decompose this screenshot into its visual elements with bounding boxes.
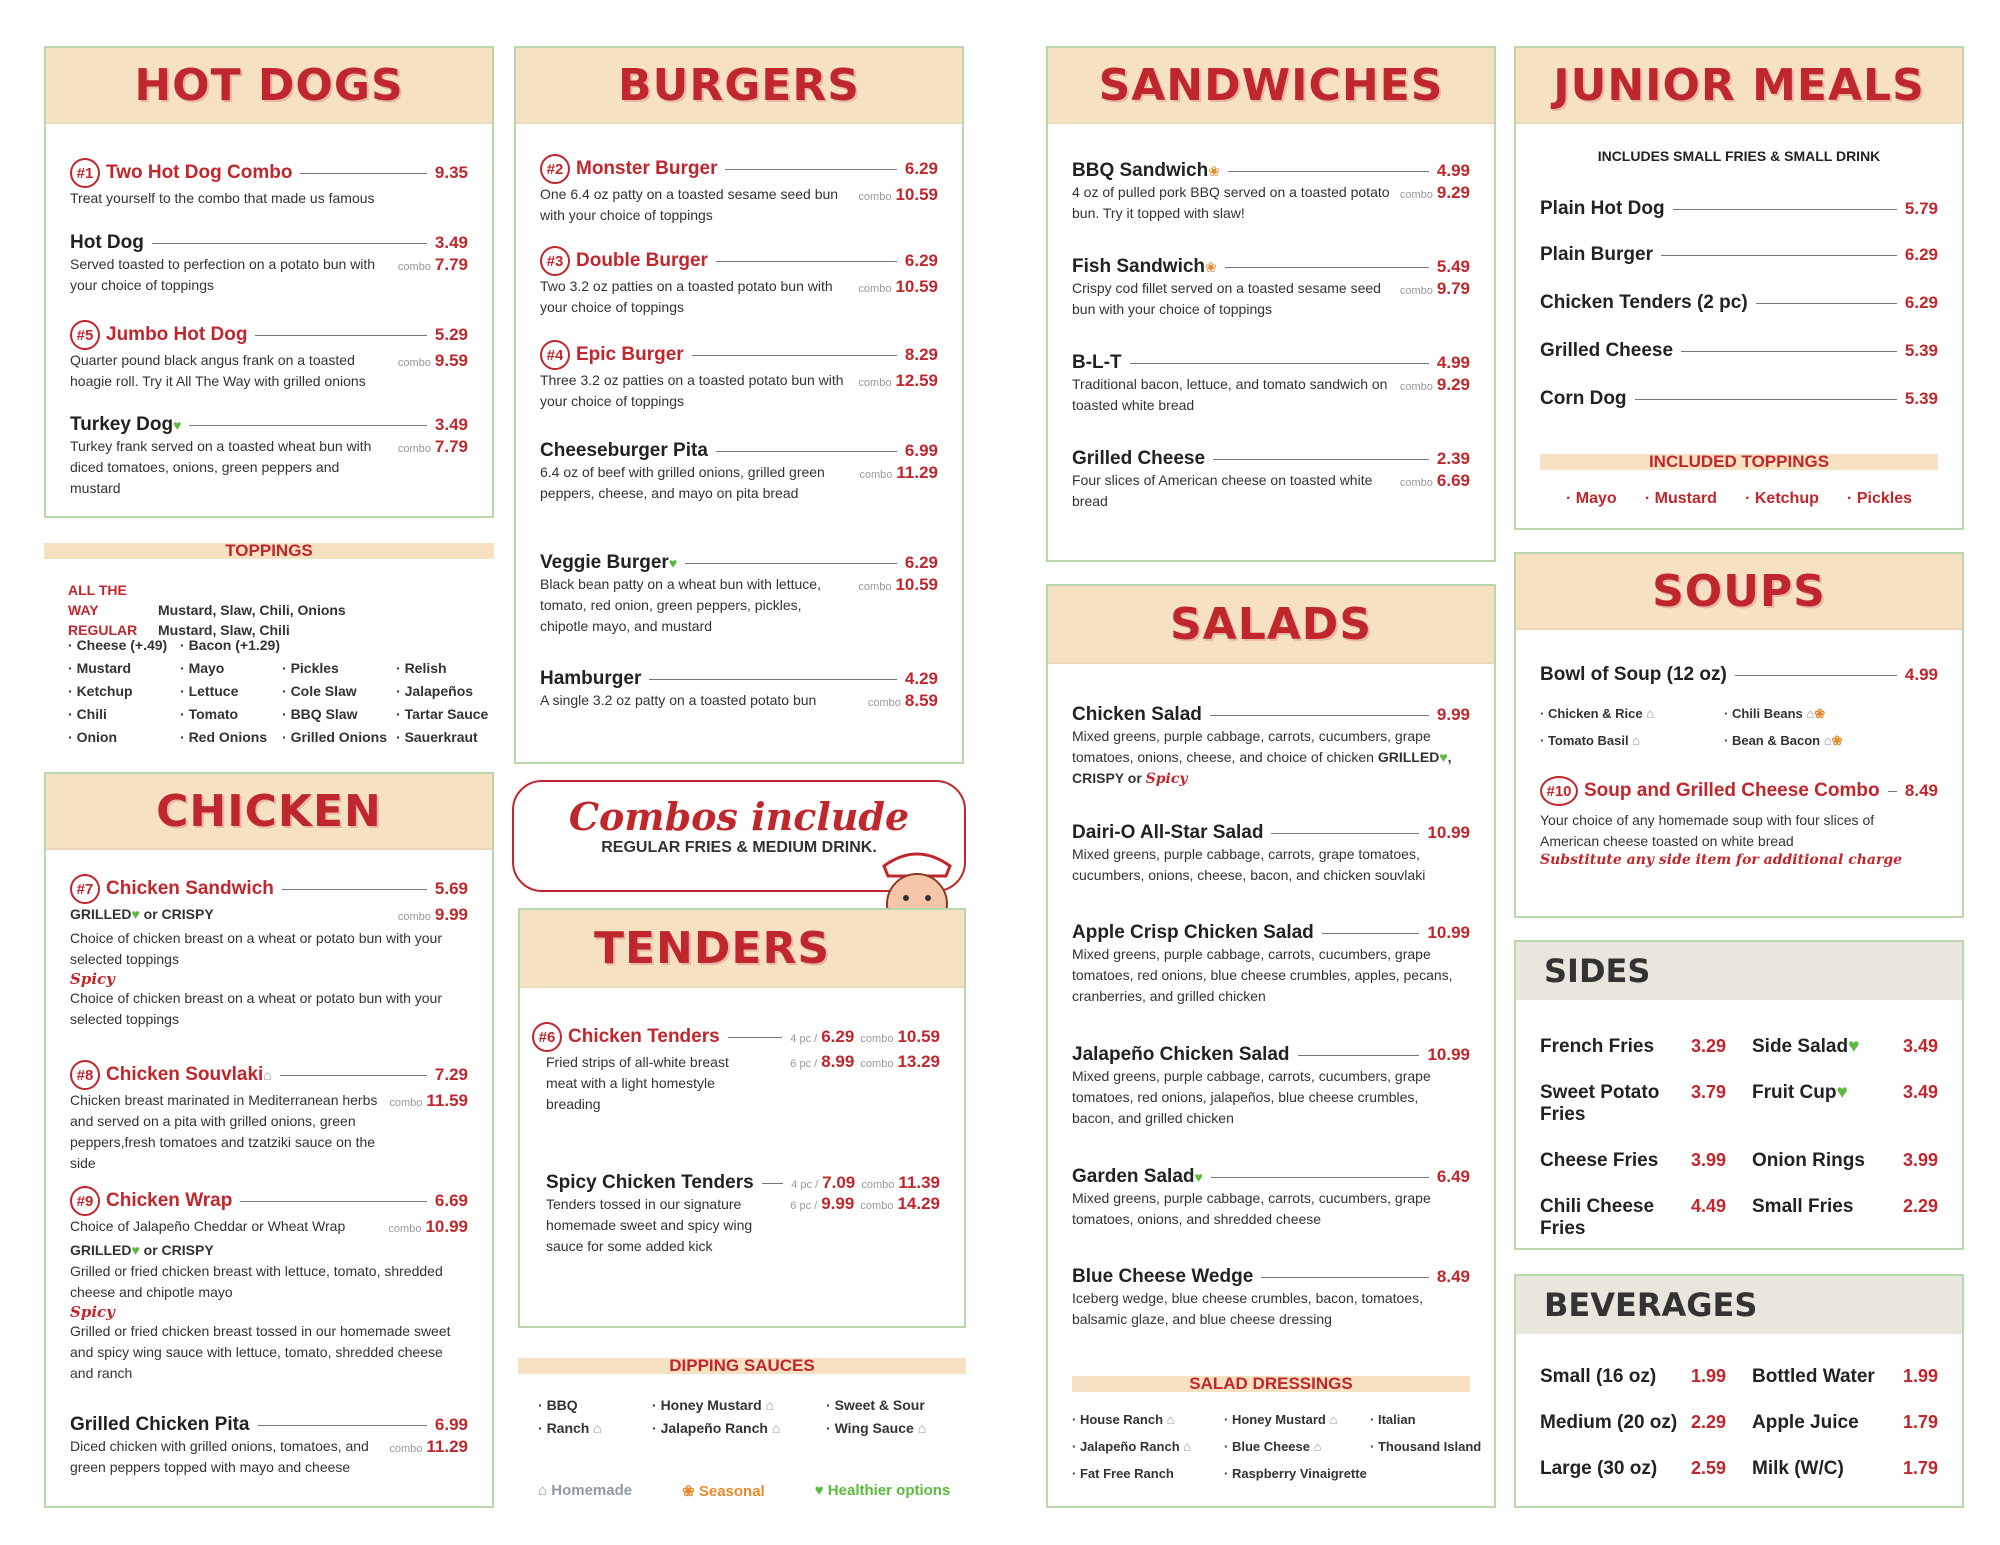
item-price: 4.99: [1436, 161, 1470, 180]
menu-item: [1072, 352, 1470, 416]
item-name: Bowl of Soup (12 oz): [1540, 664, 1727, 685]
menu-item: #6 Chicken Tenders 4 pc / 6.29 combo 10.59 Fried strips of all-white breast meat with a light homestyle breading 6 pc / 8.99 combo 13.29: [532, 1022, 940, 1115]
homemade-icon: ⌂: [917, 1420, 927, 1436]
sides-title: SIDES: [1516, 942, 1962, 1000]
menu-item: [1072, 1166, 1470, 1230]
item-name: Jalapeño Chicken Salad: [1072, 1044, 1290, 1065]
soup-types-col-1: [1540, 700, 1654, 754]
sandwiches-panel: [1046, 46, 1496, 562]
combo-number-badge: #3: [540, 246, 570, 276]
list-item: Onion Rings 3.99: [1752, 1150, 1938, 1171]
item-description: Choice of Jalapeño Cheddar or Wheat Wrap: [70, 1218, 346, 1234]
list-item: · Bacon (+1.29): [180, 637, 280, 653]
item-price: 10.99: [1427, 923, 1470, 942]
list-item: · Tomato: [180, 706, 239, 722]
heart-icon: ♥: [1194, 1169, 1203, 1185]
item-price: 7.29: [434, 1064, 468, 1084]
menu-item: [1072, 922, 1470, 1007]
item-name: Fish Sandwich: [1072, 256, 1206, 277]
included-toppings-list: [1566, 490, 1912, 508]
combo-price: combo 6.69: [1399, 471, 1470, 490]
list-item: Apple Juice 1.79: [1752, 1412, 1938, 1433]
toppings-title: TOPPINGS: [44, 543, 494, 559]
combo-number-badge: #4: [540, 340, 570, 370]
item-name: Grilled Chicken Pita: [70, 1414, 250, 1435]
menu-item: [1072, 1266, 1470, 1330]
item-price: 5.49: [1436, 257, 1470, 276]
list-item: · Cole Slaw: [282, 683, 357, 699]
item-name: Dairi-O All-Star Salad: [1072, 822, 1264, 843]
item-description: Traditional bacon, lettuce, and tomato sandwich on toasted white bread: [1072, 376, 1388, 413]
heart-icon: ♥: [173, 417, 182, 433]
menu-item: #7 Chicken Sandwich 5.69 GRILLED♥ or CRISPY combo 9.99 Choice of chicken breast on a wheat or potato bun with your selected toppings Spicy Choice of chicken breast on a wheat or potato bun with your selected toppings: [70, 874, 468, 1030]
item-price: 3.49: [434, 415, 468, 434]
dressings-col-1: [1072, 1406, 1191, 1487]
heart-icon: ♥: [668, 555, 678, 571]
item-name: Hamburger: [540, 668, 642, 689]
item-name: Chicken Sandwich: [106, 877, 274, 899]
list-item: Sweet Potato Fries 3.79: [1540, 1082, 1726, 1125]
item-description: Turkey frank served on a toasted wheat bun with diced tomatoes, onions, green peppers and mustard: [70, 438, 372, 496]
item-description: Chicken breast marinated in Mediterranean herbs and served on a pita with grilled onions, green peppers,fresh tomatoes and tzatziki sauce on the side: [70, 1092, 378, 1171]
item-name: B-L-T: [1072, 352, 1122, 373]
combo-price: 13.29: [897, 1052, 940, 1071]
list-item: Small Fries 2.29: [1752, 1196, 1938, 1217]
toppings-col-1: [68, 634, 167, 749]
menu-item: [70, 320, 468, 392]
beverages-title: BEVERAGES: [1516, 1276, 1962, 1334]
salads-panel: [1046, 584, 1496, 1508]
item-description: Black bean patty on a wheat bun with lettuce, tomato, red onion, green peppers, pickles, chipotle mayo, and mustard: [540, 576, 821, 634]
item-price: 4.29: [904, 669, 938, 688]
hotdogs-title: HOT DOGS: [46, 48, 492, 124]
menu-item: [540, 246, 938, 318]
menu-item: [70, 158, 468, 209]
combo-price: 10.59: [897, 1026, 940, 1046]
item-price: 4.99: [1904, 665, 1938, 684]
item-price: 6.69: [434, 1190, 468, 1210]
list-item: Bottled Water 1.99: [1752, 1366, 1938, 1387]
menu-item: [540, 668, 938, 714]
item-description: Quarter pound black angus frank on a toasted hoagie roll. Try it All The Way with grilled onions: [70, 352, 366, 389]
combo-price: combo 11.59: [389, 1091, 468, 1110]
combo-price: combo 9.99: [397, 905, 468, 924]
list-item: Medium (20 oz) 2.29: [1540, 1412, 1726, 1433]
item-name: Chicken Souvlaki: [106, 1063, 264, 1085]
tenders-title: TENDERS: [520, 910, 964, 988]
menu-item: [70, 1414, 468, 1478]
item-name: Soup and Grilled Cheese Combo: [1584, 779, 1880, 801]
homemade-icon: ⌂: [538, 1482, 548, 1499]
soup-types-col-2: [1724, 700, 1842, 754]
item-price: 6.29: [904, 553, 938, 572]
item-name: Cheeseburger Pita: [540, 440, 708, 461]
list-item: Side Salad♥ 3.49: [1752, 1036, 1938, 1057]
combo-price: combo 9.79: [1399, 279, 1470, 298]
menu-item: [70, 1060, 468, 1174]
menu-item: [1072, 160, 1470, 224]
list-item: · Raspberry Vinaigrette: [1224, 1466, 1367, 1481]
soups-title: SOUPS: [1516, 554, 1962, 630]
list-item: · Mustard: [1644, 490, 1717, 507]
burgers-title: BURGERS: [516, 48, 962, 124]
item-price: 3.49: [434, 233, 468, 252]
list-item: · Relish: [396, 660, 447, 676]
sauces-col-3: [826, 1394, 926, 1440]
combo-price: combo 8.59: [867, 691, 938, 710]
item-name: BBQ Sandwich: [1072, 160, 1209, 181]
list-item: Milk (W/C) 1.79: [1752, 1458, 1938, 1479]
junior-meals-title: JUNIOR MEALS: [1516, 48, 1962, 124]
list-item: · Mayo: [180, 660, 225, 676]
list-item: · Chicken & Rice ⌂: [1540, 706, 1655, 721]
item-description: Your choice of any homemade soup with four slices of American cheese toasted on white bread: [1540, 812, 1875, 849]
item-description: Mixed greens, purple cabbage, carrots, grape tomatoes, cucumbers, onions, cheese, bacon, and chicken souvlaki: [1072, 846, 1426, 883]
sides-list: [1540, 1036, 1938, 1240]
substitute-note: Substitute any side item for additional charge: [1540, 852, 1903, 868]
item-price: 2.39: [1436, 449, 1470, 468]
heart-icon: ♥: [131, 906, 140, 922]
item-description: 6.4 oz of beef with grilled onions, grilled green peppers, cheese, and mayo on pita bread: [540, 464, 825, 501]
list-item: · Grilled Onions: [282, 729, 388, 745]
list-item: · Fat Free Ranch: [1072, 1466, 1174, 1481]
list-item: · Tomato Basil ⌂: [1540, 733, 1641, 748]
list-item: Plain Hot Dog 5.79: [1540, 198, 1938, 219]
item-name: Blue Cheese Wedge: [1072, 1266, 1254, 1287]
combo-price: combo 9.29: [1399, 375, 1470, 394]
heart-icon: ♥: [814, 1482, 824, 1499]
list-item: Large (30 oz) 2.59: [1540, 1458, 1726, 1479]
sides-panel: [1514, 940, 1964, 1250]
menu-item: [1072, 448, 1470, 512]
item-price: 6.29: [904, 250, 938, 270]
combo-price: combo 10.59: [858, 575, 938, 594]
list-item: · Ketchup: [68, 683, 133, 699]
combo-number-badge: #2: [540, 154, 570, 184]
item-price: 5.69: [434, 878, 468, 898]
combo-price: combo 7.79: [397, 255, 468, 274]
item-description: 4 oz of pulled pork BBQ served on a toasted potato bun. Try it topped with slaw!: [1072, 184, 1390, 221]
list-item: · Jalapeños: [396, 683, 474, 699]
list-item: · Cheese (+.49): [68, 637, 168, 653]
item-description: Mixed greens, purple cabbage, carrots, cucumbers, grape tomatoes, onions, cheese, and choice of chicken GRILLED♥, CRISPY or Spicy: [1072, 728, 1452, 787]
list-item: · Jalapeño Ranch ⌂: [1072, 1439, 1192, 1454]
menu-item: [540, 440, 938, 504]
seasonal-leaf-icon: ❀: [1208, 163, 1220, 179]
combo-price: combo 9.59: [397, 351, 468, 370]
combo-number-badge: #7: [70, 874, 100, 904]
list-item: Corn Dog 5.39: [1540, 388, 1938, 409]
heart-icon: ♥: [131, 1242, 140, 1258]
homemade-icon: ⌂: [771, 1420, 781, 1436]
homemade-icon: ⌂: [263, 1066, 272, 1083]
sandwiches-title: SANDWICHES: [1048, 48, 1494, 124]
list-item: French Fries 3.29: [1540, 1036, 1726, 1057]
item-name: Double Burger: [576, 249, 708, 271]
list-item: Fruit Cup♥ 3.49: [1752, 1082, 1938, 1103]
item-description: Mixed greens, purple cabbage, carrots, cucumbers, grape tomatoes, red onions, jalapeños, blue cheese crumbles, bacon, and grilled chicken: [1072, 1068, 1431, 1126]
combos-include-title: Combos include: [568, 794, 910, 839]
menu-item: [1540, 664, 1938, 686]
list-item: Small (16 oz) 1.99: [1540, 1366, 1726, 1387]
dipping-sauces-title: DIPPING SAUCES: [518, 1358, 966, 1374]
tenders-panel: [518, 908, 966, 1328]
item-price: 6.99: [904, 441, 938, 460]
item-price: 8.49: [1436, 1267, 1470, 1286]
item-description: Fried strips of all-white breast meat with a light homestyle breading: [546, 1054, 729, 1112]
menu-item: #9 Chicken Wrap 6.69 Choice of Jalapeño Cheddar or Wheat Wrap combo 10.99 GRILLED♥ or CRISPY Grilled or fried chicken breast with lettuce, tomato, shredded cheese and chipotle mayo Spicy Grilled or fried chicken breast tossed in our homemade sweet and spicy wing sauce with lettuce, tomato, shredded cheese and ranch: [70, 1186, 468, 1384]
item-description: Grilled or fried chicken breast tossed in our homemade sweet and spicy wing sauce with lettuce, tomato, shredded cheese and ranch: [70, 1323, 451, 1381]
list-item: · Chili Beans ⌂❀: [1724, 706, 1826, 721]
item-name: Jumbo Hot Dog: [106, 323, 248, 345]
menu-item: [1072, 1044, 1470, 1129]
item-price: 8.49: [1904, 780, 1938, 800]
sauces-col-1: [538, 1394, 602, 1440]
salads-title: SALADS: [1048, 586, 1494, 664]
homemade-icon: ⌂: [593, 1420, 602, 1436]
menu-item: [540, 340, 938, 412]
item-price: 4.99: [1436, 353, 1470, 372]
item-name: Grilled Cheese: [1072, 448, 1206, 469]
item-name: Turkey Dog: [70, 414, 174, 435]
list-item: · Ketchup: [1745, 490, 1819, 507]
item-price: 9.99: [821, 1194, 855, 1213]
list-item: · BBQ Slaw: [282, 706, 358, 722]
list-item: · Jalapeño Ranch ⌂: [652, 1420, 781, 1436]
item-description: Treat yourself to the combo that made us famous: [70, 190, 375, 206]
list-item: · Onion: [68, 729, 117, 745]
item-price: 8.99: [821, 1052, 855, 1071]
combo-price: combo 10.59: [858, 277, 938, 296]
item-name: Apple Crisp Chicken Salad: [1072, 922, 1314, 943]
list-item: · Pickles: [282, 660, 339, 676]
item-price: 10.99: [1427, 823, 1470, 842]
item-description: Choice of chicken breast on a wheat or potato bun with your selected toppings: [70, 930, 442, 967]
burgers-panel: [514, 46, 964, 764]
menu-item: [540, 552, 938, 637]
icon-legend: ⌂ Homemade ❀ Seasonal ♥ Healthier options: [538, 1482, 951, 1500]
item-description: Iceberg wedge, blue cheese crumbles, bacon, tomatoes, balsamic glaze, and blue cheese dressing: [1072, 1290, 1423, 1327]
item-description: Grilled or fried chicken breast with lettuce, tomato, shredded cheese and chipotle mayo: [70, 1263, 443, 1300]
list-item: · BBQ: [538, 1397, 578, 1413]
toppings-col-4: [396, 657, 488, 749]
item-description: Four slices of American cheese on toasted white bread: [1072, 472, 1373, 509]
item-name: Epic Burger: [576, 343, 684, 365]
item-name: Veggie Burger: [540, 552, 669, 573]
combo-price: combo 12.59: [858, 371, 938, 390]
dressings-col-2: [1224, 1406, 1367, 1487]
combo-price: combo 10.99: [388, 1217, 468, 1236]
seasonal-leaf-icon: ❀: [1205, 259, 1217, 275]
item-price: 6.99: [434, 1415, 468, 1434]
item-name: Chicken Salad: [1072, 704, 1202, 725]
item-name: Hot Dog: [70, 232, 144, 253]
list-item: Cheese Fries 3.99: [1540, 1150, 1726, 1171]
item-name: Two Hot Dog Combo: [106, 161, 293, 183]
item-description: Mixed greens, purple cabbage, carrots, cucumbers, grape tomatoes, red onions, blue cheese crumbles, apples, pecans, cranberries, and grilled chicken: [1072, 946, 1453, 1004]
chicken-title: CHICKEN: [46, 774, 492, 850]
list-item: · Sweet & Sour: [826, 1397, 925, 1413]
menu-item: [1072, 256, 1470, 320]
spicy-label: Spicy: [70, 970, 115, 988]
menu-item: [70, 414, 468, 499]
item-name: Chicken Wrap: [106, 1189, 233, 1211]
junior-meals-panel: [1514, 46, 1964, 530]
list-item: · Pickles: [1847, 490, 1912, 507]
junior-note: INCLUDES SMALL FRIES & SMALL DRINK: [1597, 148, 1881, 164]
combo-price: combo 7.79: [397, 437, 468, 456]
combo-price: combo 11.29: [389, 1437, 468, 1456]
list-item: · Red Onions: [180, 729, 268, 745]
toppings-col-2: [180, 634, 280, 749]
list-item: Chicken Tenders (2 pc) 6.29: [1540, 292, 1938, 313]
homemade-icon: ⌂: [765, 1397, 775, 1413]
list-item: · Honey Mustard ⌂: [1224, 1412, 1338, 1427]
list-item: · Lettuce: [180, 683, 239, 699]
combo-number-badge: #9: [70, 1186, 100, 1216]
combo-price: combo 10.59: [858, 185, 938, 204]
list-item: · Bean & Bacon ⌂❀: [1724, 733, 1843, 748]
list-item: · Wing Sauce ⌂: [826, 1420, 927, 1436]
menu-item: [540, 154, 938, 226]
spicy-label: Spicy: [70, 1303, 115, 1321]
list-item: Plain Burger 6.29: [1540, 244, 1938, 265]
menu-item: [1072, 704, 1470, 790]
list-item: · House Ranch ⌂: [1072, 1412, 1175, 1427]
menu-item: [1540, 776, 1938, 868]
beverages-list: [1540, 1366, 1938, 1480]
list-item: · Blue Cheese ⌂: [1224, 1439, 1322, 1454]
combo-number-badge: #8: [70, 1060, 100, 1090]
menu-item: Spicy Chicken Tenders 4 pc / 7.09 combo 11.39 Tenders tossed in our signature homemade sweet and spicy wing sauce for some added kick 6 pc / 9.99 combo 14.29: [546, 1172, 940, 1257]
list-item: · Ranch ⌂: [538, 1420, 602, 1436]
item-price: 5.29: [434, 324, 468, 344]
hotdogs-panel: [44, 46, 494, 518]
combo-number-badge: #10: [1540, 776, 1578, 806]
list-item: Chili Cheese Fries 4.49: [1540, 1196, 1726, 1239]
combo-price: combo 11.29: [859, 463, 938, 482]
item-description: A single 3.2 oz patty on a toasted potato bun: [540, 692, 817, 708]
dressings-col-3: [1370, 1406, 1481, 1460]
combo-price: 11.39: [898, 1173, 940, 1192]
list-item: · Thousand Island: [1370, 1439, 1482, 1454]
list-item: · Tartar Sauce: [396, 706, 489, 722]
combo-number-badge: #6: [532, 1022, 562, 1052]
list-item: · Mustard: [68, 660, 132, 676]
item-name: Garden Salad: [1072, 1166, 1195, 1187]
included-toppings-title: INCLUDED TOPPINGS: [1540, 454, 1938, 470]
seasonal-leaf-icon: ❀: [682, 1483, 695, 1500]
item-price: 6.49: [1436, 1167, 1470, 1186]
menu-item: [1072, 822, 1470, 886]
sauces-col-2: [652, 1394, 780, 1440]
list-item: Grilled Cheese 5.39: [1540, 340, 1938, 361]
item-price: 9.35: [434, 162, 468, 182]
item-price: 7.09: [822, 1173, 856, 1192]
item-description: Choice of chicken breast on a wheat or potato bun with your selected toppings: [70, 990, 442, 1027]
list-item: · Chili: [68, 706, 107, 722]
item-price: 8.29: [904, 344, 938, 364]
item-description: Mixed greens, purple cabbage, carrots, cucumbers, grape tomatoes, onions, and shredded cheese: [1072, 1190, 1431, 1227]
soups-panel: [1514, 552, 1964, 918]
item-description: Served toasted to perfection on a potato bun with your choice of toppings: [70, 256, 376, 293]
beverages-panel: [1514, 1274, 1964, 1508]
salad-dressings-title: SALAD DRESSINGS: [1072, 1376, 1470, 1392]
item-description: Tenders tossed in our signature homemade sweet and spicy wing sauce for some added kick: [546, 1196, 753, 1254]
combo-price: 14.29: [897, 1194, 940, 1213]
item-price: 9.99: [1436, 705, 1470, 724]
combo-number-badge: #1: [70, 158, 100, 188]
item-description: Diced chicken with grilled onions, tomatoes, and green peppers topped with mayo and cheese: [70, 1438, 369, 1475]
item-price: 6.29: [821, 1026, 855, 1046]
list-item: · Honey Mustard ⌂: [652, 1397, 775, 1413]
list-item: · Italian: [1370, 1412, 1416, 1427]
combo-price: combo 9.29: [1399, 183, 1470, 202]
chicken-panel: [44, 772, 494, 1508]
item-description: Three 3.2 oz patties on a toasted potato bun with your choice of toppings: [540, 372, 844, 409]
item-description: Crispy cod fillet served on a toasted sesame seed bun with your choice of toppings: [1072, 280, 1381, 317]
item-price: 10.99: [1427, 1045, 1470, 1064]
toppings-all-the-way: ALL THE WAY Mustard, Slaw, Chili, Onions REGULAR Mustard, Slaw, Chili: [68, 582, 346, 638]
item-name: Monster Burger: [576, 157, 718, 179]
combo-number-badge: #5: [70, 320, 100, 350]
item-name: Chicken Tenders: [568, 1025, 720, 1047]
item-description: One 6.4 oz patty on a toasted sesame seed bun with your choice of toppings: [540, 186, 839, 223]
item-description: Two 3.2 oz patties on a toasted potato bun with your choice of toppings: [540, 278, 833, 315]
menu-item: [70, 232, 468, 296]
combos-include-sub: REGULAR FRIES & MEDIUM DRINK.: [601, 839, 877, 856]
item-price: 6.29: [904, 158, 938, 178]
item-name: Spicy Chicken Tenders: [546, 1172, 754, 1193]
list-item: · Mayo: [1566, 490, 1617, 507]
toppings-col-3: [282, 657, 387, 749]
list-item: · Sauerkraut: [396, 729, 478, 745]
